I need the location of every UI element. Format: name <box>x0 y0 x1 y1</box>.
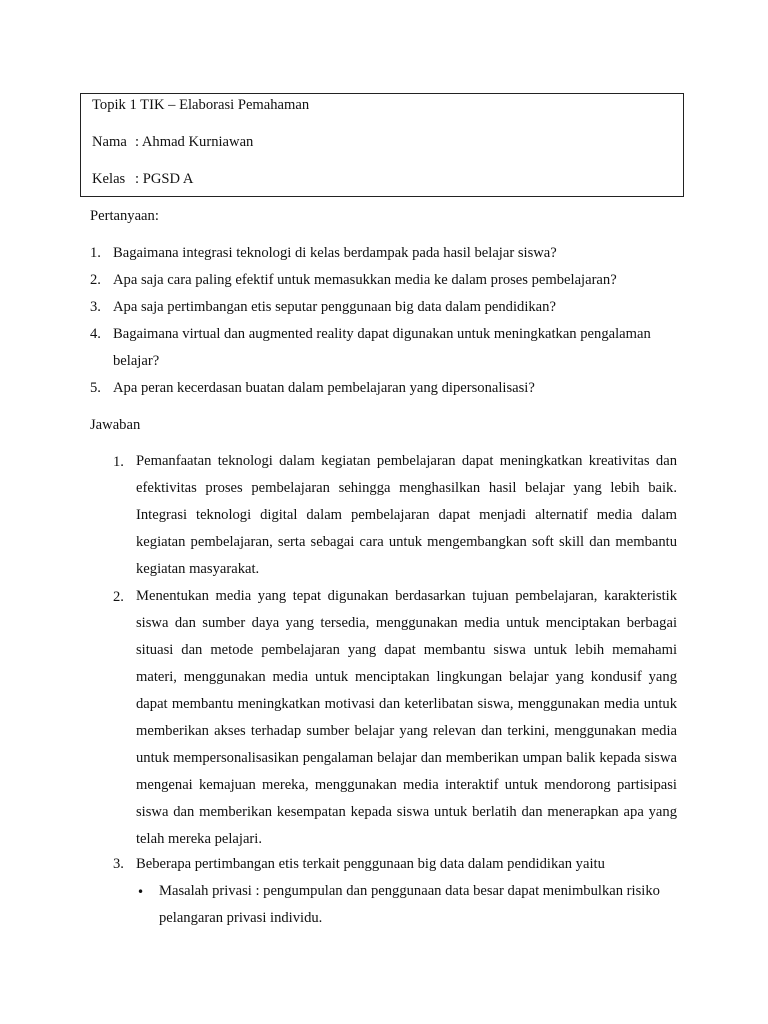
answer-number: 3. <box>113 856 124 872</box>
question-number: 1. <box>90 245 101 261</box>
class-label: Kelas <box>92 171 126 187</box>
bullet-icon: • <box>137 885 145 899</box>
question-number: 4. <box>90 326 101 342</box>
name-value: : Ahmad Kurniawan <box>135 134 254 150</box>
question-text: Apa saja cara paling efektif untuk memasukkan media ke dalam proses pembelajaran? <box>113 272 617 288</box>
question-number: 3. <box>90 299 101 315</box>
question-text-continued: belajar? <box>113 353 160 369</box>
question-text: Bagaimana virtual dan augmented reality dapat digunakan untuk meningkatkan pengalaman <box>113 326 651 342</box>
question-number: 2. <box>90 272 101 288</box>
answers-heading: Jawaban <box>90 417 141 433</box>
question-number: 5. <box>90 380 101 396</box>
document-title: Topik 1 TIK – Elaborasi Pemahaman <box>92 97 310 113</box>
question-text: Apa saja pertimbangan etis seputar penggunaan big data dalam pendidikan? <box>113 299 556 315</box>
question-text: Apa peran kecerdasan buatan dalam pembelajaran yang dipersonalisasi? <box>113 380 535 396</box>
header-box <box>80 93 684 197</box>
answer-text: Menentukan media yang tepat digunakan berdasarkan tujuan pembelajaran, karakteristik siswa dan sumber daya yang tersedia, menggunakan media untuk menciptakan berbagai situasi dan metode pembelajaran yang dapat membantu siswa untuk lebih memahami materi, menggunakan media untuk menciptakan lingkungan belajar yang kondusif yang dapat membantu meningkatkan motivasi dan keterlibatan siswa, menggunakan media untuk memberikan akses terhadap sumber belajar yang relevan dan terkini, menggunakan media untuk mempersonalisasikan pengalaman belajar dan memberikan umpan balik kepada siswa mengenai kemajuan mereka, menggunakan media interaktif untuk mendorong partisipasi siswa dan memberikan kesempatan kepada siswa untuk berlatih dan menerapkan apa yang telah mereka pelajari. <box>136 588 677 848</box>
name-row <box>92 133 253 151</box>
bullet-text: Masalah privasi : pengumpulan dan penggunaan data besar dapat menimbulkan risiko pelangaran privasi individu. <box>159 883 660 926</box>
answer-text: Beberapa pertimbangan etis terkait penggunaan big data dalam pendidikan yaitu <box>136 856 605 872</box>
questions-heading: Pertanyaan: <box>90 208 159 224</box>
class-row <box>92 170 193 188</box>
class-value: : PGSD A <box>135 171 194 187</box>
question-text: Bagaimana integrasi teknologi di kelas berdampak pada hasil belajar siswa? <box>113 245 557 261</box>
answer-number: 2. <box>113 589 124 605</box>
answer-text: Pemanfaatan teknologi dalam kegiatan pembelajaran dapat meningkatkan kreativitas dan efektivitas proses pembelajaran sehingga menghasilkan hasil belajar yang lebih baik. Integrasi teknologi digital dalam pembelajaran dapat menjadi alternatif media dalam kegiatan pembelajaran, serta sebagai cara untuk mengembangkan soft skill dan membantu kegiatan masyarakat. <box>136 453 677 578</box>
answer-number: 1. <box>113 454 124 470</box>
name-label: Nama <box>92 134 127 150</box>
